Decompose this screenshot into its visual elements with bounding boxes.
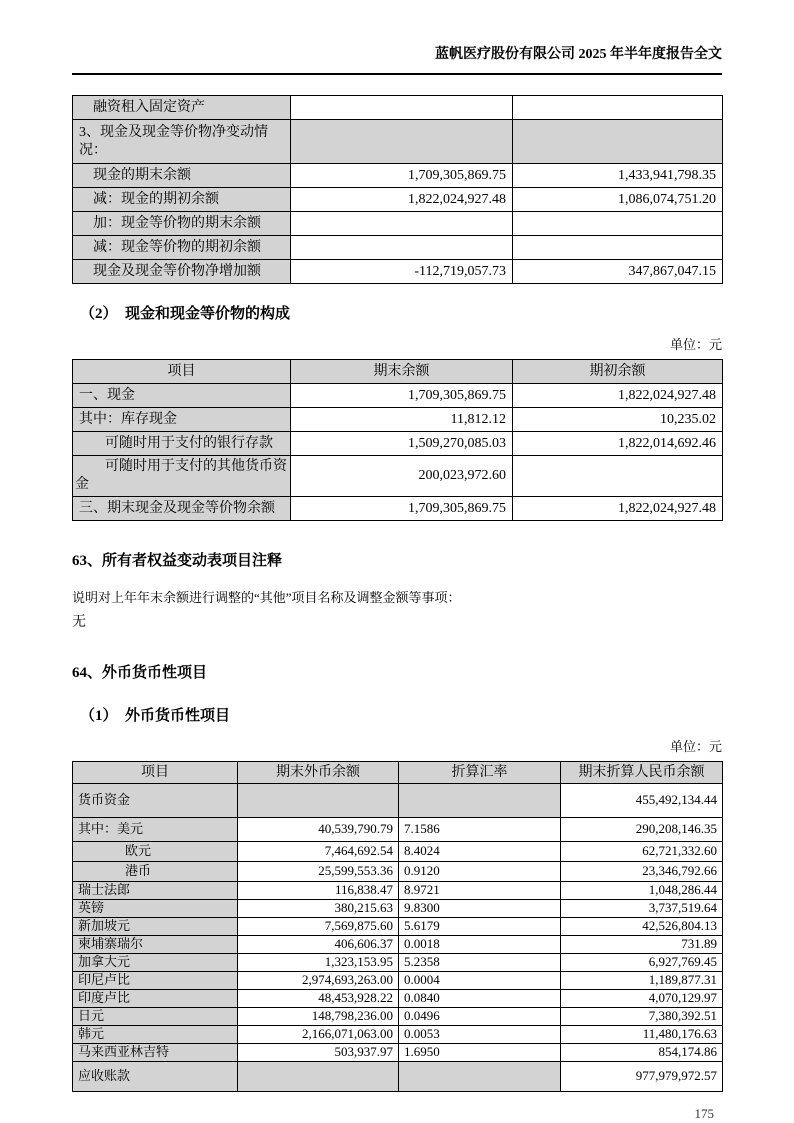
- cell-value: 42,526,804.13: [561, 918, 723, 936]
- cell-value: 455,492,134.44: [561, 784, 723, 818]
- cell-value: 406,606.37: [238, 936, 399, 954]
- table-row: [73, 862, 723, 882]
- cell-value: 5.6179: [399, 918, 561, 936]
- cell-value: 854,174.86: [561, 1044, 723, 1062]
- cell-value: 1,709,305,869.75: [291, 384, 513, 408]
- cell-value: 7,569,875.60: [238, 918, 399, 936]
- row-label: 减：现金等价物的期初余额: [73, 236, 291, 260]
- cell-value: 0.0496: [399, 1008, 561, 1026]
- cell-value: 1,822,024,927.48: [291, 188, 513, 212]
- cell-value: [291, 236, 513, 260]
- table-row: [73, 497, 723, 521]
- cell-value: [291, 96, 513, 120]
- table-row: [73, 1044, 723, 1062]
- table-row: [73, 188, 723, 212]
- cell-value: 1.6950: [399, 1044, 561, 1062]
- table-row: [73, 918, 723, 936]
- cell-value: 1,822,024,927.48: [513, 384, 723, 408]
- report-header-title: 蓝帆医疗股份有限公司 2025 年半年度报告全文: [72, 0, 722, 75]
- row-label: 现金及现金等价物净增加额: [73, 260, 291, 284]
- row-label: 日元: [73, 1008, 238, 1026]
- cell-value: 0.9120: [399, 862, 561, 882]
- cell-value: 1,189,877.31: [561, 972, 723, 990]
- cell-value: 148,798,236.00: [238, 1008, 399, 1026]
- cell-value: 0.0018: [399, 936, 561, 954]
- cash-flow-table: [72, 95, 723, 284]
- table-row: [73, 842, 723, 862]
- row-label: 加拿大元: [73, 954, 238, 972]
- cell-value: 1,323,153.95: [238, 954, 399, 972]
- cell-value: 1,822,014,692.46: [513, 432, 723, 456]
- cell-value: [291, 212, 513, 236]
- table-row: [73, 432, 723, 456]
- column-header: 期末外币余额: [238, 762, 399, 784]
- cell-value: 1,709,305,869.75: [291, 164, 513, 188]
- cell-value: 1,433,941,798.35: [513, 164, 723, 188]
- cell-value: 116,838.47: [238, 882, 399, 900]
- row-label: 三、期末现金及现金等价物余额: [73, 497, 291, 521]
- table-row: [73, 164, 723, 188]
- foreign-currency-table: [72, 761, 723, 1092]
- row-label: 瑞士法郎: [73, 882, 238, 900]
- cell-value: 5.2358: [399, 954, 561, 972]
- row-label: 可随时用于支付的银行存款: [73, 432, 291, 456]
- cell-value: 4,070,129.97: [561, 990, 723, 1008]
- row-label: 港币: [73, 862, 238, 882]
- row-label: 柬埔寨瑞尔: [73, 936, 238, 954]
- table-row: [73, 972, 723, 990]
- cell-value: 0.0840: [399, 990, 561, 1008]
- cell-value: 2,166,071,063.00: [238, 1026, 399, 1044]
- header-row: [73, 762, 723, 784]
- cell-value: 0.0004: [399, 972, 561, 990]
- cell-value: 7,464,692.54: [238, 842, 399, 862]
- row-label: 其中：库存现金: [73, 408, 291, 432]
- row-label: 其中：美元: [73, 818, 238, 842]
- cell-value: 40,539,790.79: [238, 818, 399, 842]
- cell-value: 23,346,792.66: [561, 862, 723, 882]
- cell-value: [513, 96, 723, 120]
- cell-value: [291, 120, 513, 164]
- cell-value: [513, 236, 723, 260]
- unit-label: 单位：元: [669, 337, 722, 352]
- row-label: 货币资金: [73, 784, 238, 818]
- cell-value: 7,380,392.51: [561, 1008, 723, 1026]
- cell-value: 11,812.12: [291, 408, 513, 432]
- row-label: 3、现金及现金等价物净变动情况：: [73, 120, 291, 164]
- cell-value: 2,974,693,263.00: [238, 972, 399, 990]
- table-row: [73, 408, 723, 432]
- section-heading-cash-composition: （2） 现金和现金等价物的构成: [80, 306, 291, 322]
- table-row: [73, 1026, 723, 1044]
- cell-value: 1,048,286.44: [561, 882, 723, 900]
- cell-value: 503,937.97: [238, 1044, 399, 1062]
- table-row: [73, 120, 723, 164]
- cell-value: [238, 1062, 399, 1092]
- cell-value: 380,215.63: [238, 900, 399, 918]
- column-header: 折算汇率: [399, 762, 561, 784]
- table-row: [73, 96, 723, 120]
- cell-value: [513, 120, 723, 164]
- cell-value: 9.8300: [399, 900, 561, 918]
- table-row: [73, 900, 723, 918]
- header-row: [73, 360, 723, 384]
- section-heading-equity-notes: 63、所有者权益变动表项目注释: [72, 553, 283, 569]
- row-label: 马来西亚林吉特: [73, 1044, 238, 1062]
- column-header: 项目: [73, 762, 238, 784]
- row-label: 英镑: [73, 900, 238, 918]
- table-row: [73, 818, 723, 842]
- row-label: 现金的期末余额: [73, 164, 291, 188]
- table-row: [73, 456, 723, 497]
- table-row: [73, 954, 723, 972]
- column-header: 期末余额: [291, 360, 513, 384]
- cell-value: 62,721,332.60: [561, 842, 723, 862]
- table-row: [73, 212, 723, 236]
- table-row: [73, 236, 723, 260]
- cell-value: -112,719,057.73: [291, 260, 513, 284]
- cell-value: 731.89: [561, 936, 723, 954]
- row-label: 韩元: [73, 1026, 238, 1044]
- row-label: 应收账款: [73, 1062, 238, 1092]
- unit-label: 单位：元: [669, 739, 722, 754]
- table-row: [73, 260, 723, 284]
- cell-value: 1,509,270,085.03: [291, 432, 513, 456]
- table-row: [73, 882, 723, 900]
- subsection-heading-foreign-currency: （1） 外币货币性项目: [80, 708, 231, 724]
- column-header: 项目: [73, 360, 291, 384]
- cell-value: 3,737,519.64: [561, 900, 723, 918]
- cell-value: 8.9721: [399, 882, 561, 900]
- row-label: 减：现金的期初余额: [73, 188, 291, 212]
- table-row: [73, 1062, 723, 1092]
- cell-value: 48,453,928.22: [238, 990, 399, 1008]
- cell-value: 977,979,972.57: [561, 1062, 723, 1092]
- table-row: [73, 936, 723, 954]
- row-label: 新加坡元: [73, 918, 238, 936]
- cash-composition-table: [72, 359, 723, 521]
- row-label: 可随时用于支付的其他货币资金: [73, 456, 291, 497]
- table-row: [73, 784, 723, 818]
- equity-note-answer: 无: [72, 615, 86, 630]
- row-label: 一、现金: [73, 384, 291, 408]
- table-row: [73, 1008, 723, 1026]
- row-label: 欧元: [73, 842, 238, 862]
- cell-value: 6,927,769.45: [561, 954, 723, 972]
- column-header: 期末折算人民币余额: [561, 762, 723, 784]
- cell-value: [238, 784, 399, 818]
- cell-value: 1,709,305,869.75: [291, 497, 513, 521]
- row-label: 融资租入固定资产: [73, 96, 291, 120]
- cell-value: 1,822,024,927.48: [513, 497, 723, 521]
- cell-value: 10,235.02: [513, 408, 723, 432]
- equity-note-description: 说明对上年年末余额进行调整的“其他”项目名称及调整金额等事项：: [72, 590, 461, 605]
- column-header: 期初余额: [513, 360, 723, 384]
- cell-value: 200,023,972.60: [291, 456, 513, 497]
- table-row: [73, 990, 723, 1008]
- page-number: 175: [694, 1106, 714, 1121]
- cell-value: [513, 212, 723, 236]
- cell-value: 11,480,176.63: [561, 1026, 723, 1044]
- cell-value: 25,599,553.36: [238, 862, 399, 882]
- cell-value: [399, 784, 561, 818]
- section-heading-foreign-currency: 64、外币货币性项目: [72, 665, 208, 681]
- cell-value: 290,208,146.35: [561, 818, 723, 842]
- row-label: 印尼卢比: [73, 972, 238, 990]
- row-label: 加：现金等价物的期末余额: [73, 212, 291, 236]
- cell-value: 8.4024: [399, 842, 561, 862]
- cell-value: 347,867,047.15: [513, 260, 723, 284]
- row-label: 印度卢比: [73, 990, 238, 1008]
- cell-value: 7.1586: [399, 818, 561, 842]
- cell-value: 1,086,074,751.20: [513, 188, 723, 212]
- cell-value: 0.0053: [399, 1026, 561, 1044]
- table-row: [73, 384, 723, 408]
- cell-value: [513, 456, 723, 497]
- cell-value: [399, 1062, 561, 1092]
